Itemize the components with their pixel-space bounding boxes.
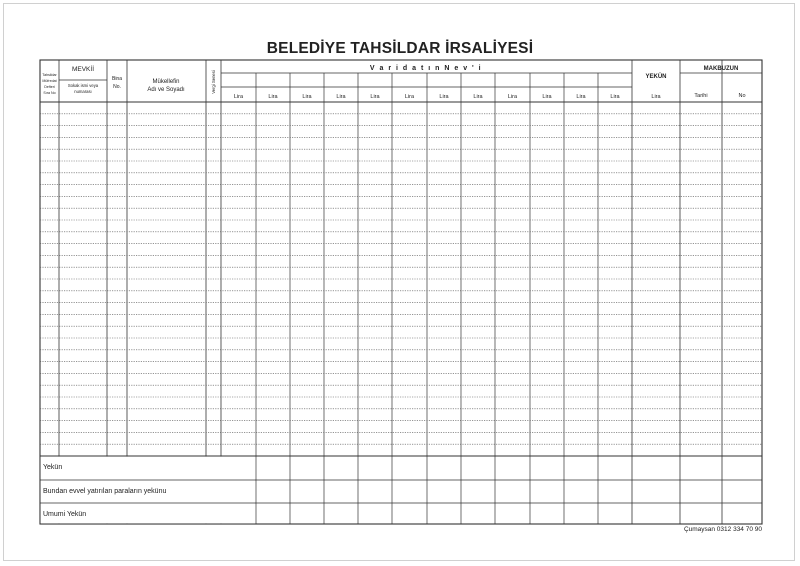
bina-no-header: No. <box>113 84 121 90</box>
footer-grand-total-label: Umumi Yekün <box>43 511 87 518</box>
lira-header: Lira <box>651 94 661 100</box>
lira-header: Lira <box>542 94 552 100</box>
lira-header: Lira <box>302 94 312 100</box>
yekun-header: YEKÜN <box>645 74 667 80</box>
lira-header: Lira <box>404 94 415 100</box>
lira-header: Lira <box>336 94 346 100</box>
lira-header: Lira <box>610 94 620 100</box>
mukellef-header: Adı ve Soyadı <box>147 87 185 93</box>
defter-sira-no-header: Müfredat <box>42 79 57 83</box>
lira-header: Lira <box>439 94 449 100</box>
lira-header: Lira <box>507 94 518 100</box>
mukellef-header: Mükellefin <box>152 79 180 85</box>
mevkii-sub-header: numarası <box>74 89 92 94</box>
makbuz-header: MAKBUZUN <box>703 66 739 72</box>
lira-header: Lira <box>370 94 380 100</box>
lira-header: Lira <box>233 94 244 100</box>
vergi-senesi-header: Vergi Senesi <box>211 70 216 94</box>
makbuz-no-header: No <box>738 93 746 99</box>
lira-header: Lira <box>473 94 483 100</box>
table-border <box>40 60 762 524</box>
form-title: BELEDİYE TAHSİLDAR İRSALİYESİ <box>266 40 534 57</box>
varidat-header: V a r i d a t ı n N e v ' i <box>369 65 483 72</box>
footer-yekun-label: Yekün <box>43 464 63 471</box>
printer-info: Çumaysan 0312 334 70 90 <box>683 526 762 533</box>
lira-header: Lira <box>576 94 586 100</box>
bina-no-header: Bina <box>111 76 123 82</box>
defter-sira-no-header: Tahsildar <box>42 73 57 77</box>
makbuz-tarih-header: Tarihi <box>694 93 708 99</box>
defter-sira-no-header: Defteri <box>44 85 55 89</box>
mevkii-header: MEVKİİ <box>71 66 95 73</box>
mevkii-sub-header: Sokak ismi veya <box>67 83 99 88</box>
lira-header: Lira <box>268 94 278 100</box>
footer-previous-total-label: Bundan evvel yatırılan paraların yekünu <box>43 488 167 495</box>
defter-sira-no-header: Sıra No <box>43 91 56 95</box>
